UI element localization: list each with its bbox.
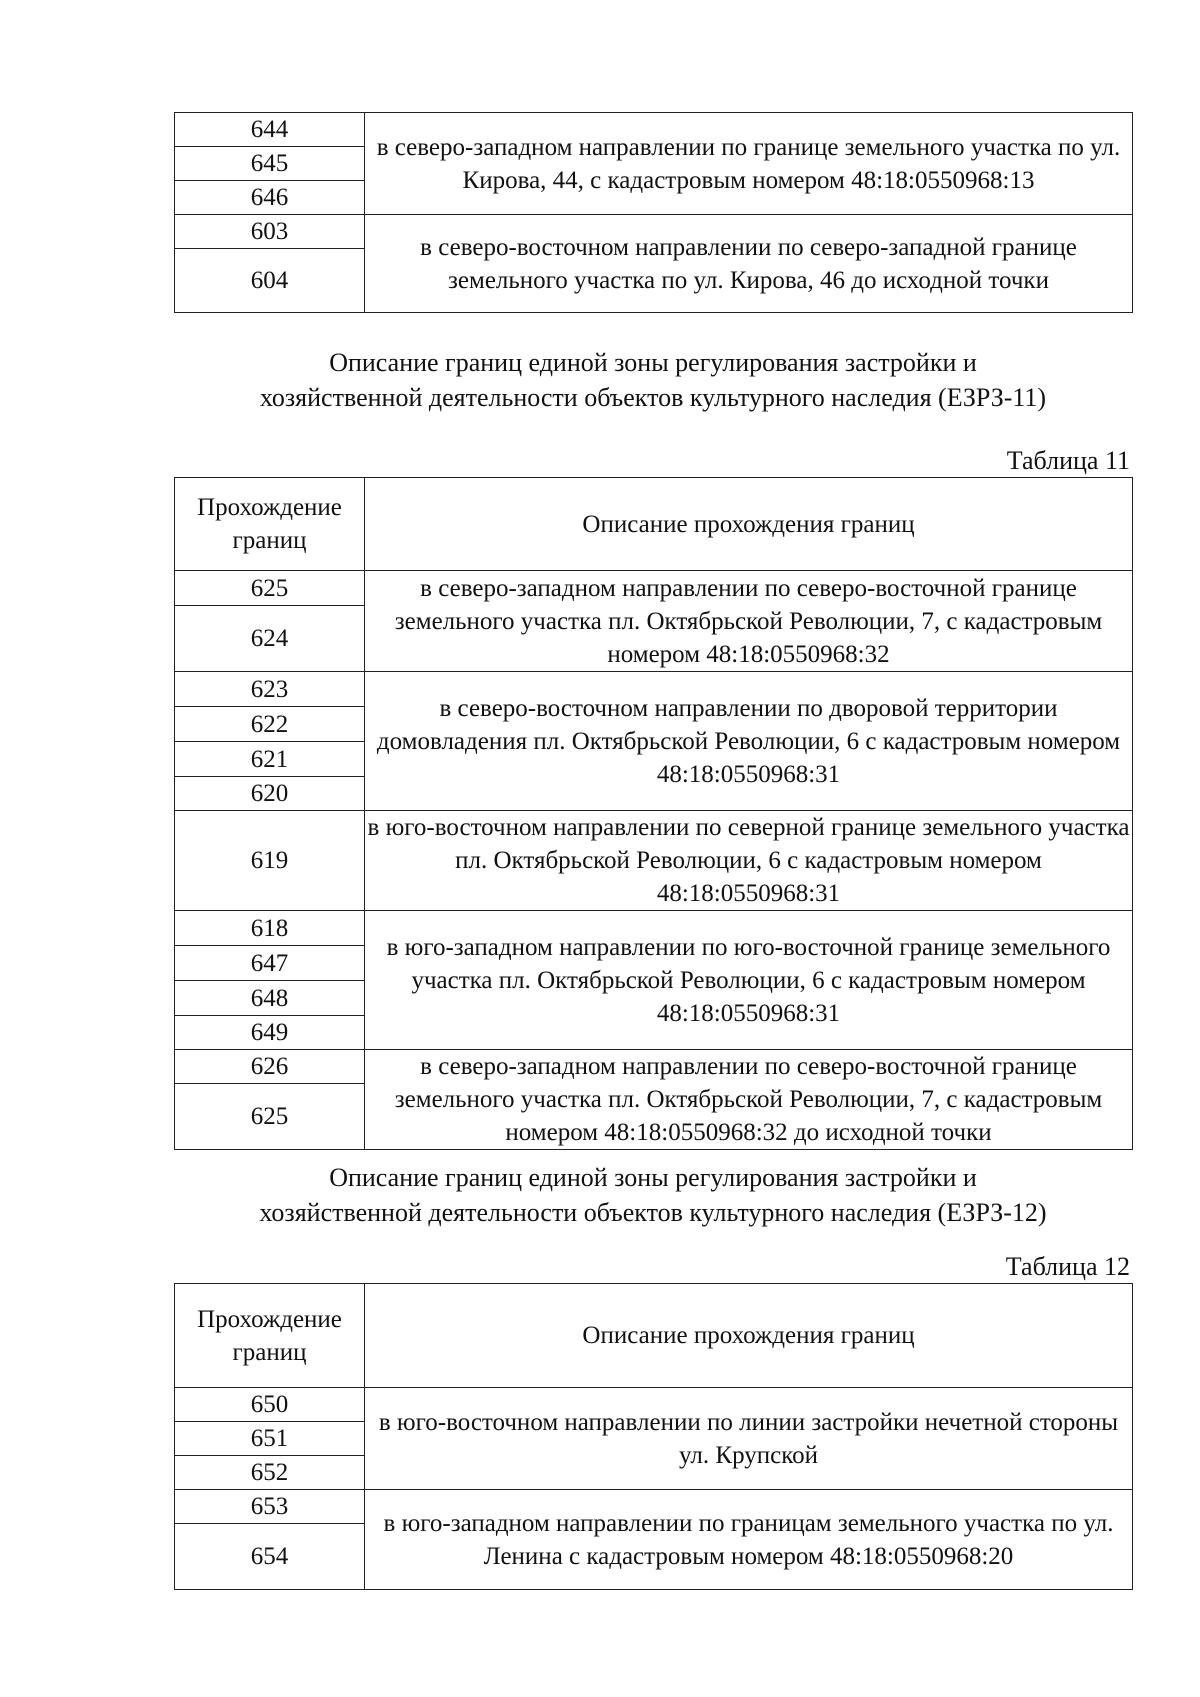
table-row xyxy=(175,1388,1133,1422)
boundary-description: в юго-восточном направлении по линии застройки нечетной стороны ул. Крупской xyxy=(365,1388,1133,1490)
boundary-description: в юго-восточном направлении по северной границе земельного участка пл. Октябрьской Революции, 6 с кадастровым номером 48:18:0550968:31 xyxy=(365,811,1133,911)
point-number: 647 xyxy=(175,946,365,981)
point-number: 644 xyxy=(175,113,365,147)
table-row xyxy=(175,113,1133,147)
point-number: 626 xyxy=(175,1050,365,1084)
point-number: 623 xyxy=(175,672,365,707)
point-number: 621 xyxy=(175,742,365,777)
section-11-title xyxy=(174,345,1132,415)
point-number: 620 xyxy=(175,777,365,811)
boundary-description: в северо-восточном направлении по дворовой территории домовладения пл. Октябрьской Революции, 6 с кадастровым номером 48:18:0550968:31 xyxy=(365,672,1133,811)
boundary-description: в юго-западном направлении по юго-восточной границе земельного участка пл. Октябрьской Революции, 6 с кадастровым номером 48:18:0550968:31 xyxy=(365,911,1133,1050)
point-number: 654 xyxy=(175,1524,365,1590)
table-row xyxy=(175,811,1133,911)
point-number: 651 xyxy=(175,1422,365,1456)
point-number: 618 xyxy=(175,911,365,946)
table-11 xyxy=(174,477,1132,1150)
table-12-label: Таблица 12 xyxy=(1005,1252,1130,1281)
col2-header: Описание прохождения границ xyxy=(365,1284,1133,1388)
section-title-line: Описание границ единой зоны регулирования застройки и xyxy=(329,348,977,377)
table-row xyxy=(175,1490,1133,1524)
boundary-table xyxy=(174,112,1133,313)
boundary-description: в юго-западном направлении по границам земельного участка по ул. Ленина с кадастровым номером 48:18:0550968:20 xyxy=(365,1490,1133,1590)
point-number: 625 xyxy=(175,571,365,606)
point-number: 625 xyxy=(175,1084,365,1150)
table-12 xyxy=(174,1283,1132,1590)
point-number: 645 xyxy=(175,147,365,181)
point-number: 622 xyxy=(175,707,365,742)
col1-header: Прохождение границ xyxy=(175,1284,365,1388)
boundary-description: в северо-западном направлении по северо-восточной границе земельного участка пл. Октябрьской Революции, 7, с кадастровым номером 48:18:0550968:32 до исходной точки xyxy=(365,1050,1133,1150)
section-12-title xyxy=(174,1160,1132,1230)
boundary-description: в северо-западном направлении по границе земельного участка по ул. Кирова, 44, с кадастровым номером 48:18:0550968:13 xyxy=(365,113,1133,215)
table-row xyxy=(175,571,1133,606)
table-header-row xyxy=(175,1284,1133,1388)
boundary-description: в северо-западном направлении по северо-восточной границе земельного участка пл. Октябрьской Революции, 7, с кадастровым номером 48:18:0550968:32 xyxy=(365,571,1133,672)
point-number: 650 xyxy=(175,1388,365,1422)
point-number: 603 xyxy=(175,215,365,249)
col2-header: Описание прохождения границ xyxy=(365,478,1133,571)
point-number: 646 xyxy=(175,181,365,215)
section-title-line: хозяйственной деятельности объектов культурного наследия (ЕЗРЗ-11) xyxy=(259,383,1047,412)
table-row xyxy=(175,911,1133,946)
boundary-table xyxy=(174,1283,1133,1590)
table-row xyxy=(175,672,1133,707)
boundary-table xyxy=(174,477,1133,1150)
table-row xyxy=(175,215,1133,249)
point-number: 619 xyxy=(175,811,365,911)
table-11-label: Таблица 11 xyxy=(1006,446,1130,475)
col1-header: Прохождение границ xyxy=(175,478,365,571)
point-number: 624 xyxy=(175,606,365,672)
point-number: 649 xyxy=(175,1016,365,1050)
point-number: 653 xyxy=(175,1490,365,1524)
table-10-continuation xyxy=(174,112,1132,313)
section-title-line: Описание границ единой зоны регулирования застройки и xyxy=(329,1163,977,1192)
section-title-line: хозяйственной деятельности объектов культурного наследия (ЕЗРЗ-12) xyxy=(259,1198,1047,1227)
table-row xyxy=(175,1050,1133,1084)
point-number: 648 xyxy=(175,981,365,1016)
boundary-description: в северо-восточном направлении по северо-западной границе земельного участка по ул. Кирова, 46 до исходной точки xyxy=(365,215,1133,313)
table-header-row xyxy=(175,478,1133,571)
point-number: 652 xyxy=(175,1456,365,1490)
point-number: 604 xyxy=(175,249,365,313)
